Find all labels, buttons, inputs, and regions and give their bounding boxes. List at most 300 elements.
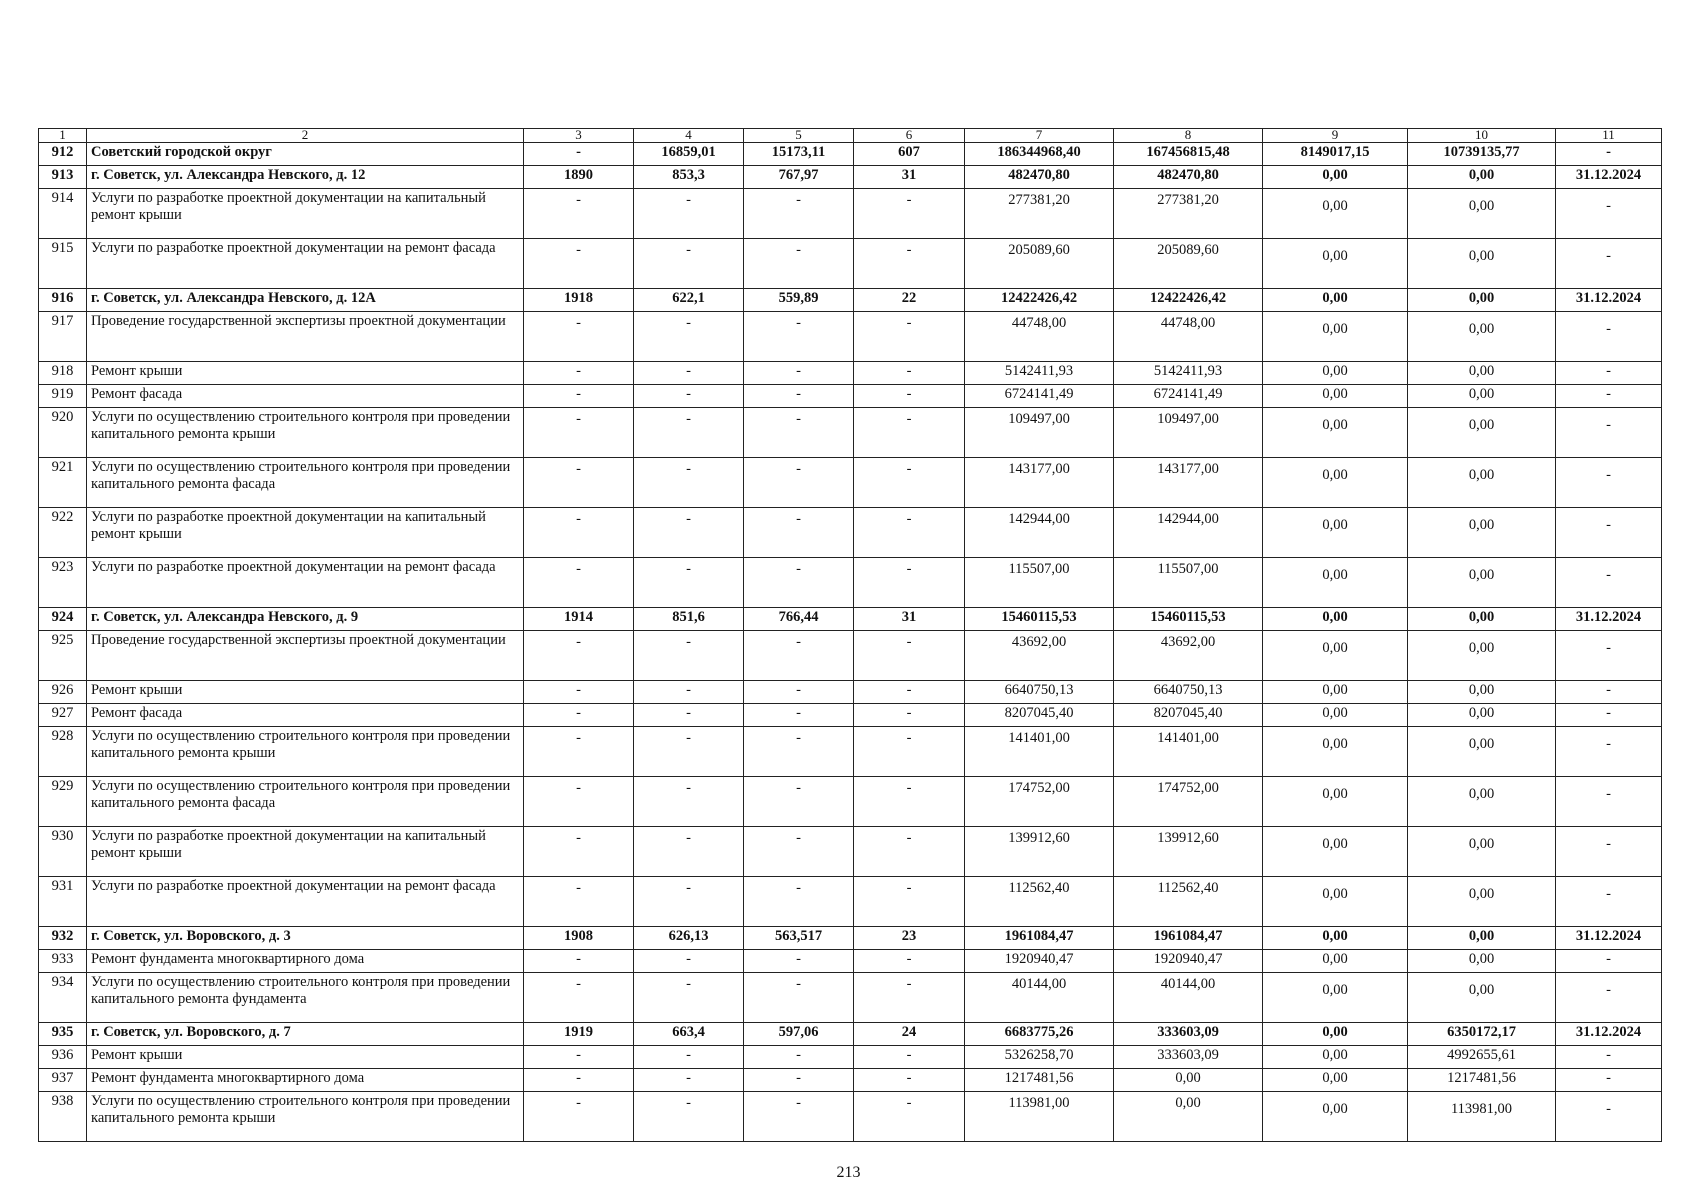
value-cell-col-5: - xyxy=(744,1092,854,1142)
value-cell-col-7: 6724141,49 xyxy=(965,385,1114,408)
value-cell-col-8: 1961084,47 xyxy=(1114,927,1263,950)
item-name-cell: Услуги по разработке проектной документации на капитальный ремонт крыши xyxy=(87,189,524,239)
item-name-cell: Ремонт фундамента многоквартирного дома xyxy=(87,1069,524,1092)
column-number: 2 xyxy=(87,129,524,143)
item-name-cell: г. Советск, ул. Воровского, д. 7 xyxy=(87,1023,524,1046)
column-number: 6 xyxy=(854,129,965,143)
value-cell-col-7: 43692,00 xyxy=(965,631,1114,681)
value-cell-col-4: - xyxy=(634,777,744,827)
row-number-cell: 932 xyxy=(39,927,87,950)
value-cell-col-7: 205089,60 xyxy=(965,239,1114,289)
value-cell-col-3: - xyxy=(524,1069,634,1092)
value-cell-col-10: 4992655,61 xyxy=(1408,1046,1556,1069)
value-cell-col-10: 1217481,56 xyxy=(1408,1069,1556,1092)
row-number-cell: 924 xyxy=(39,608,87,631)
table-row-address xyxy=(39,927,1662,950)
value-cell-col-9: 0,00 xyxy=(1263,1046,1408,1069)
value-cell-col-3: - xyxy=(524,408,634,458)
value-cell-col-10: 0,00 xyxy=(1408,777,1556,827)
value-cell-col-11: - xyxy=(1556,877,1662,927)
row-number-cell: 912 xyxy=(39,143,87,166)
value-cell-col-6: 24 xyxy=(854,1023,965,1046)
value-cell-col-7: 277381,20 xyxy=(965,189,1114,239)
value-cell-col-4: 626,13 xyxy=(634,927,744,950)
value-cell-col-9: 0,00 xyxy=(1263,1092,1408,1142)
value-cell-col-7: 115507,00 xyxy=(965,558,1114,608)
table-row-work xyxy=(39,777,1662,827)
item-name-cell: Проведение государственной экспертизы проектной документации xyxy=(87,312,524,362)
row-number-cell: 914 xyxy=(39,189,87,239)
value-cell-col-11: - xyxy=(1556,777,1662,827)
row-number-cell: 931 xyxy=(39,877,87,927)
value-cell-col-3: 1914 xyxy=(524,608,634,631)
value-cell-col-11: - xyxy=(1556,1069,1662,1092)
item-name-cell: Ремонт фундамента многоквартирного дома xyxy=(87,950,524,973)
item-name-cell: Услуги по разработке проектной документации на капитальный ремонт крыши xyxy=(87,827,524,877)
value-cell-col-6: - xyxy=(854,362,965,385)
value-cell-col-10: 0,00 xyxy=(1408,681,1556,704)
value-cell-col-10: 0,00 xyxy=(1408,362,1556,385)
table-row-address xyxy=(39,289,1662,312)
row-number-cell: 922 xyxy=(39,508,87,558)
value-cell-col-9: 0,00 xyxy=(1263,385,1408,408)
value-cell-col-4: 16859,01 xyxy=(634,143,744,166)
row-number-cell: 928 xyxy=(39,727,87,777)
value-cell-col-5: - xyxy=(744,189,854,239)
value-cell-col-9: 0,00 xyxy=(1263,1023,1408,1046)
value-cell-col-3: 1919 xyxy=(524,1023,634,1046)
item-name-cell: г. Советск, ул. Воровского, д. 3 xyxy=(87,927,524,950)
value-cell-col-9: 0,00 xyxy=(1263,608,1408,631)
value-cell-col-4: - xyxy=(634,508,744,558)
value-cell-col-3: - xyxy=(524,385,634,408)
item-name-cell: Ремонт крыши xyxy=(87,681,524,704)
value-cell-col-7: 6640750,13 xyxy=(965,681,1114,704)
value-cell-col-10: 0,00 xyxy=(1408,508,1556,558)
value-cell-col-3: - xyxy=(524,631,634,681)
value-cell-col-3: - xyxy=(524,681,634,704)
value-cell-col-4: - xyxy=(634,877,744,927)
row-number-cell: 923 xyxy=(39,558,87,608)
value-cell-col-7: 143177,00 xyxy=(965,458,1114,508)
value-cell-col-11: 31.12.2024 xyxy=(1556,1023,1662,1046)
value-cell-col-4: - xyxy=(634,362,744,385)
table-row-address xyxy=(39,143,1662,166)
value-cell-col-4: - xyxy=(634,312,744,362)
value-cell-col-7: 174752,00 xyxy=(965,777,1114,827)
value-cell-col-5: - xyxy=(744,877,854,927)
value-cell-col-9: 8149017,15 xyxy=(1263,143,1408,166)
value-cell-col-8: 6640750,13 xyxy=(1114,681,1263,704)
table-row-address xyxy=(39,608,1662,631)
value-cell-col-11: 31.12.2024 xyxy=(1556,608,1662,631)
value-cell-col-8: 167456815,48 xyxy=(1114,143,1263,166)
value-cell-col-9: 0,00 xyxy=(1263,950,1408,973)
value-cell-col-10: 10739135,77 xyxy=(1408,143,1556,166)
value-cell-col-11: - xyxy=(1556,385,1662,408)
value-cell-col-9: 0,00 xyxy=(1263,508,1408,558)
value-cell-col-10: 0,00 xyxy=(1408,385,1556,408)
value-cell-col-5: - xyxy=(744,385,854,408)
column-number: 11 xyxy=(1556,129,1662,143)
item-name-cell: Советский городской округ xyxy=(87,143,524,166)
value-cell-col-8: 142944,00 xyxy=(1114,508,1263,558)
value-cell-col-4: - xyxy=(634,1046,744,1069)
table-row-work xyxy=(39,827,1662,877)
value-cell-col-11: - xyxy=(1556,1046,1662,1069)
value-cell-col-6: - xyxy=(854,408,965,458)
value-cell-col-4: - xyxy=(634,950,744,973)
table-row-work xyxy=(39,408,1662,458)
value-cell-col-5: - xyxy=(744,558,854,608)
value-cell-col-5: - xyxy=(744,508,854,558)
table-row-work xyxy=(39,189,1662,239)
value-cell-col-9: 0,00 xyxy=(1263,558,1408,608)
value-cell-col-7: 112562,40 xyxy=(965,877,1114,927)
value-cell-col-7: 1961084,47 xyxy=(965,927,1114,950)
row-number-cell: 938 xyxy=(39,1092,87,1142)
value-cell-col-8: 40144,00 xyxy=(1114,973,1263,1023)
value-cell-col-3: - xyxy=(524,362,634,385)
value-cell-col-6: 31 xyxy=(854,166,965,189)
value-cell-col-11: - xyxy=(1556,143,1662,166)
column-number: 5 xyxy=(744,129,854,143)
value-cell-col-8: 12422426,42 xyxy=(1114,289,1263,312)
column-number: 7 xyxy=(965,129,1114,143)
item-name-cell: г. Советск, ул. Александра Невского, д. 12 xyxy=(87,166,524,189)
value-cell-col-11: - xyxy=(1556,704,1662,727)
value-cell-col-6: - xyxy=(854,1069,965,1092)
value-cell-col-8: 0,00 xyxy=(1114,1092,1263,1142)
row-number-cell: 934 xyxy=(39,973,87,1023)
value-cell-col-10: 0,00 xyxy=(1408,608,1556,631)
value-cell-col-10: 0,00 xyxy=(1408,458,1556,508)
item-name-cell: г. Советск, ул. Александра Невского, д. 9 xyxy=(87,608,524,631)
value-cell-col-9: 0,00 xyxy=(1263,681,1408,704)
item-name-cell: Ремонт крыши xyxy=(87,1046,524,1069)
value-cell-col-8: 109497,00 xyxy=(1114,408,1263,458)
value-cell-col-5: 559,89 xyxy=(744,289,854,312)
value-cell-col-10: 0,00 xyxy=(1408,631,1556,681)
value-cell-col-5: - xyxy=(744,631,854,681)
value-cell-col-6: 31 xyxy=(854,608,965,631)
value-cell-col-11: - xyxy=(1556,408,1662,458)
value-cell-col-11: - xyxy=(1556,189,1662,239)
item-name-cell: Услуги по разработке проектной документации на ремонт фасада xyxy=(87,239,524,289)
value-cell-col-11: - xyxy=(1556,727,1662,777)
value-cell-col-5: 15173,11 xyxy=(744,143,854,166)
value-cell-col-6: - xyxy=(854,827,965,877)
item-name-cell: Ремонт фасада xyxy=(87,385,524,408)
value-cell-col-10: 0,00 xyxy=(1408,877,1556,927)
row-number-cell: 917 xyxy=(39,312,87,362)
value-cell-col-5: - xyxy=(744,727,854,777)
value-cell-col-10: 0,00 xyxy=(1408,408,1556,458)
value-cell-col-10: 0,00 xyxy=(1408,289,1556,312)
table-row-work xyxy=(39,385,1662,408)
value-cell-col-11: - xyxy=(1556,950,1662,973)
table-row-address xyxy=(39,166,1662,189)
value-cell-col-10: 0,00 xyxy=(1408,950,1556,973)
value-cell-col-4: 853,3 xyxy=(634,166,744,189)
value-cell-col-6: - xyxy=(854,385,965,408)
repair-program-table xyxy=(38,128,1662,1142)
value-cell-col-11: 31.12.2024 xyxy=(1556,927,1662,950)
table-row-work xyxy=(39,1092,1662,1142)
value-cell-col-11: - xyxy=(1556,239,1662,289)
value-cell-col-5: 563,517 xyxy=(744,927,854,950)
value-cell-col-9: 0,00 xyxy=(1263,166,1408,189)
value-cell-col-8: 112562,40 xyxy=(1114,877,1263,927)
value-cell-col-11: - xyxy=(1556,827,1662,877)
column-number: 1 xyxy=(39,129,87,143)
value-cell-col-4: - xyxy=(634,558,744,608)
value-cell-col-10: 113981,00 xyxy=(1408,1092,1556,1142)
value-cell-col-5: - xyxy=(744,681,854,704)
item-name-cell: Услуги по осуществлению строительного контроля при проведении капитального ремонта крыши xyxy=(87,727,524,777)
value-cell-col-3: - xyxy=(524,727,634,777)
table-row-work xyxy=(39,727,1662,777)
table-row-address xyxy=(39,1023,1662,1046)
value-cell-col-11: - xyxy=(1556,312,1662,362)
value-cell-col-11: 31.12.2024 xyxy=(1556,166,1662,189)
value-cell-col-3: - xyxy=(524,973,634,1023)
column-number: 8 xyxy=(1114,129,1263,143)
value-cell-col-9: 0,00 xyxy=(1263,973,1408,1023)
row-number-cell: 927 xyxy=(39,704,87,727)
item-name-cell: Ремонт фасада xyxy=(87,704,524,727)
value-cell-col-8: 43692,00 xyxy=(1114,631,1263,681)
item-name-cell: Услуги по разработке проектной документации на ремонт фасада xyxy=(87,558,524,608)
item-name-cell: Услуги по осуществлению строительного контроля при проведении капитального ремонта фасада xyxy=(87,777,524,827)
table-row-work xyxy=(39,950,1662,973)
value-cell-col-10: 0,00 xyxy=(1408,239,1556,289)
value-cell-col-5: - xyxy=(744,973,854,1023)
value-cell-col-7: 12422426,42 xyxy=(965,289,1114,312)
value-cell-col-5: - xyxy=(744,239,854,289)
value-cell-col-8: 1920940,47 xyxy=(1114,950,1263,973)
value-cell-col-4: 622,1 xyxy=(634,289,744,312)
value-cell-col-11: - xyxy=(1556,362,1662,385)
value-cell-col-3: - xyxy=(524,312,634,362)
value-cell-col-5: - xyxy=(744,950,854,973)
value-cell-col-7: 5142411,93 xyxy=(965,362,1114,385)
value-cell-col-8: 15460115,53 xyxy=(1114,608,1263,631)
value-cell-col-8: 277381,20 xyxy=(1114,189,1263,239)
value-cell-col-3: - xyxy=(524,827,634,877)
value-cell-col-6: - xyxy=(854,508,965,558)
value-cell-col-4: 851,6 xyxy=(634,608,744,631)
value-cell-col-3: - xyxy=(524,508,634,558)
value-cell-col-7: 109497,00 xyxy=(965,408,1114,458)
value-cell-col-9: 0,00 xyxy=(1263,458,1408,508)
value-cell-col-9: 0,00 xyxy=(1263,362,1408,385)
item-name-cell: Услуги по осуществлению строительного контроля при проведении капитального ремонта фасада xyxy=(87,458,524,508)
value-cell-col-10: 0,00 xyxy=(1408,973,1556,1023)
value-cell-col-8: 5142411,93 xyxy=(1114,362,1263,385)
value-cell-col-4: - xyxy=(634,408,744,458)
value-cell-col-11: - xyxy=(1556,681,1662,704)
value-cell-col-9: 0,00 xyxy=(1263,239,1408,289)
value-cell-col-4: - xyxy=(634,1069,744,1092)
row-number-cell: 913 xyxy=(39,166,87,189)
table-row-work xyxy=(39,508,1662,558)
value-cell-col-3: - xyxy=(524,704,634,727)
value-cell-col-4: - xyxy=(634,973,744,1023)
item-name-cell: Услуги по осуществлению строительного контроля при проведении капитального ремонта фундамента xyxy=(87,973,524,1023)
value-cell-col-9: 0,00 xyxy=(1263,631,1408,681)
table-row-work xyxy=(39,1046,1662,1069)
table-row-work xyxy=(39,631,1662,681)
value-cell-col-9: 0,00 xyxy=(1263,189,1408,239)
row-number-cell: 936 xyxy=(39,1046,87,1069)
item-name-cell: Услуги по осуществлению строительного контроля при проведении капитального ремонта крыши xyxy=(87,408,524,458)
column-number: 9 xyxy=(1263,129,1408,143)
value-cell-col-3: 1890 xyxy=(524,166,634,189)
value-cell-col-4: - xyxy=(634,385,744,408)
value-cell-col-9: 0,00 xyxy=(1263,1069,1408,1092)
value-cell-col-8: 6724141,49 xyxy=(1114,385,1263,408)
value-cell-col-9: 0,00 xyxy=(1263,704,1408,727)
value-cell-col-8: 205089,60 xyxy=(1114,239,1263,289)
value-cell-col-8: 0,00 xyxy=(1114,1069,1263,1092)
value-cell-col-9: 0,00 xyxy=(1263,312,1408,362)
value-cell-col-6: 607 xyxy=(854,143,965,166)
value-cell-col-10: 0,00 xyxy=(1408,189,1556,239)
value-cell-col-10: 0,00 xyxy=(1408,727,1556,777)
value-cell-col-11: - xyxy=(1556,458,1662,508)
value-cell-col-6: - xyxy=(854,973,965,1023)
value-cell-col-7: 40144,00 xyxy=(965,973,1114,1023)
value-cell-col-4: - xyxy=(634,631,744,681)
table-row-work xyxy=(39,877,1662,927)
value-cell-col-10: 0,00 xyxy=(1408,927,1556,950)
value-cell-col-3: 1918 xyxy=(524,289,634,312)
row-number-cell: 929 xyxy=(39,777,87,827)
value-cell-col-9: 0,00 xyxy=(1263,777,1408,827)
value-cell-col-3: - xyxy=(524,950,634,973)
table-body xyxy=(39,129,1662,1142)
value-cell-col-8: 333603,09 xyxy=(1114,1046,1263,1069)
value-cell-col-9: 0,00 xyxy=(1263,289,1408,312)
value-cell-col-7: 1920940,47 xyxy=(965,950,1114,973)
value-cell-col-9: 0,00 xyxy=(1263,827,1408,877)
value-cell-col-3: - xyxy=(524,189,634,239)
value-cell-col-4: - xyxy=(634,189,744,239)
value-cell-col-9: 0,00 xyxy=(1263,877,1408,927)
value-cell-col-6: - xyxy=(854,239,965,289)
value-cell-col-6: - xyxy=(854,312,965,362)
value-cell-col-4: - xyxy=(634,704,744,727)
value-cell-col-6: - xyxy=(854,189,965,239)
value-cell-col-8: 482470,80 xyxy=(1114,166,1263,189)
table-row-work xyxy=(39,558,1662,608)
value-cell-col-3: - xyxy=(524,1046,634,1069)
value-cell-col-6: - xyxy=(854,877,965,927)
value-cell-col-10: 0,00 xyxy=(1408,312,1556,362)
value-cell-col-3: - xyxy=(524,558,634,608)
value-cell-col-3: - xyxy=(524,877,634,927)
value-cell-col-5: 597,06 xyxy=(744,1023,854,1046)
value-cell-col-7: 142944,00 xyxy=(965,508,1114,558)
value-cell-col-7: 1217481,56 xyxy=(965,1069,1114,1092)
row-number-cell: 935 xyxy=(39,1023,87,1046)
value-cell-col-5: 767,97 xyxy=(744,166,854,189)
value-cell-col-7: 113981,00 xyxy=(965,1092,1114,1142)
column-number: 10 xyxy=(1408,129,1556,143)
value-cell-col-4: - xyxy=(634,458,744,508)
item-name-cell: Услуги по разработке проектной документации на капитальный ремонт крыши xyxy=(87,508,524,558)
value-cell-col-8: 8207045,40 xyxy=(1114,704,1263,727)
value-cell-col-6: - xyxy=(854,631,965,681)
value-cell-col-4: - xyxy=(634,727,744,777)
row-number-cell: 915 xyxy=(39,239,87,289)
document-sheet xyxy=(38,128,1661,1142)
value-cell-col-6: - xyxy=(854,950,965,973)
value-cell-col-11: - xyxy=(1556,1092,1662,1142)
value-cell-col-4: - xyxy=(634,1092,744,1142)
value-cell-col-4: - xyxy=(634,681,744,704)
value-cell-col-9: 0,00 xyxy=(1263,408,1408,458)
value-cell-col-3: - xyxy=(524,143,634,166)
value-cell-col-4: 663,4 xyxy=(634,1023,744,1046)
value-cell-col-6: - xyxy=(854,458,965,508)
item-name-cell: Ремонт крыши xyxy=(87,362,524,385)
value-cell-col-4: - xyxy=(634,827,744,877)
page-number: 213 xyxy=(836,1164,861,1181)
value-cell-col-10: 0,00 xyxy=(1408,827,1556,877)
item-name-cell: Услуги по разработке проектной документации на ремонт фасада xyxy=(87,877,524,927)
value-cell-col-10: 6350172,17 xyxy=(1408,1023,1556,1046)
item-name-cell: Проведение государственной экспертизы проектной документации xyxy=(87,631,524,681)
value-cell-col-6: 23 xyxy=(854,927,965,950)
column-number: 3 xyxy=(524,129,634,143)
value-cell-col-3: - xyxy=(524,777,634,827)
row-number-cell: 921 xyxy=(39,458,87,508)
value-cell-col-7: 139912,60 xyxy=(965,827,1114,877)
table-row-work xyxy=(39,312,1662,362)
row-number-cell: 916 xyxy=(39,289,87,312)
value-cell-col-3: - xyxy=(524,458,634,508)
value-cell-col-10: 0,00 xyxy=(1408,704,1556,727)
value-cell-col-8: 143177,00 xyxy=(1114,458,1263,508)
value-cell-col-7: 6683775,26 xyxy=(965,1023,1114,1046)
value-cell-col-5: - xyxy=(744,312,854,362)
value-cell-col-3: - xyxy=(524,239,634,289)
value-cell-col-11: - xyxy=(1556,558,1662,608)
table-row-work xyxy=(39,704,1662,727)
value-cell-col-5: - xyxy=(744,704,854,727)
value-cell-col-6: 22 xyxy=(854,289,965,312)
value-cell-col-11: - xyxy=(1556,631,1662,681)
value-cell-col-7: 15460115,53 xyxy=(965,608,1114,631)
value-cell-col-8: 44748,00 xyxy=(1114,312,1263,362)
value-cell-col-5: - xyxy=(744,1069,854,1092)
value-cell-col-8: 174752,00 xyxy=(1114,777,1263,827)
value-cell-col-8: 115507,00 xyxy=(1114,558,1263,608)
value-cell-col-8: 333603,09 xyxy=(1114,1023,1263,1046)
value-cell-col-4: - xyxy=(634,239,744,289)
value-cell-col-7: 141401,00 xyxy=(965,727,1114,777)
table-row-work xyxy=(39,458,1662,508)
value-cell-col-6: - xyxy=(854,681,965,704)
row-number-cell: 930 xyxy=(39,827,87,877)
table-row-work xyxy=(39,681,1662,704)
value-cell-col-5: - xyxy=(744,1046,854,1069)
value-cell-col-5: - xyxy=(744,408,854,458)
value-cell-col-7: 5326258,70 xyxy=(965,1046,1114,1069)
value-cell-col-3: - xyxy=(524,1092,634,1142)
